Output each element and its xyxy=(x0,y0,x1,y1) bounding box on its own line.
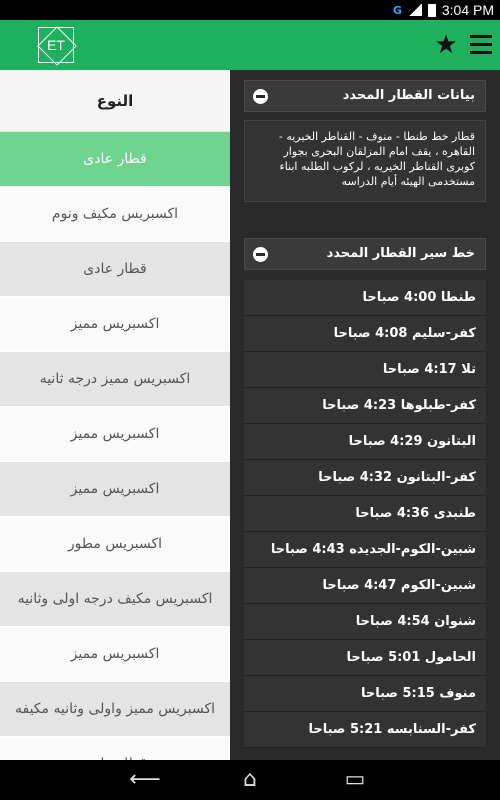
list-item[interactable]: اكسبريس مكيف درجه اولى وثانيه xyxy=(0,572,230,627)
train-info-title: بيانات القطار المحدد xyxy=(342,88,475,103)
route-stop[interactable]: كفر-طبلوها 4:23 صباحا xyxy=(244,388,486,424)
list-item[interactable]: قطار عادى xyxy=(0,242,230,297)
status-bar xyxy=(0,0,500,20)
recents-icon[interactable]: ▭ xyxy=(344,767,366,792)
train-info-header[interactable] xyxy=(244,80,486,112)
home-icon[interactable]: ⌂ xyxy=(243,767,257,792)
navigation-bar xyxy=(0,760,500,800)
route-stop[interactable]: شبين-الكوم 4:47 صباحا xyxy=(244,568,486,604)
route-stop[interactable]: كفر-سليم 4:08 صباحا xyxy=(244,316,486,352)
route-stop[interactable]: كفر-السنابسه 5:21 صباحا xyxy=(244,712,486,748)
route-stop[interactable]: تلا 4:17 صباحا xyxy=(244,352,486,388)
network-type: G xyxy=(392,3,402,17)
route-title: خط سير القطار المحدد xyxy=(326,246,475,261)
route-stop[interactable]: البتانون 4:29 صباحا xyxy=(244,424,486,460)
status-time: 3:04 PM xyxy=(441,2,494,18)
list-item[interactable]: اكسبريس مطور xyxy=(0,517,230,572)
list-item[interactable]: اكسبريس مميز xyxy=(0,627,230,682)
list-item[interactable]: اكسبريس مميز xyxy=(0,407,230,462)
battery-icon xyxy=(428,4,436,17)
route-stops-list xyxy=(244,280,486,748)
list-header: النوع xyxy=(0,70,230,132)
collapse-icon[interactable] xyxy=(253,247,268,262)
list-item[interactable]: اكسبريس مميز واولى وثانيه مكيفه xyxy=(0,682,230,737)
star-icon[interactable]: ★ xyxy=(434,30,458,60)
list-item[interactable]: اكسبريس مميز xyxy=(0,297,230,352)
train-type-list xyxy=(0,70,230,760)
collapse-icon[interactable] xyxy=(253,89,268,104)
signal-icon xyxy=(408,4,422,16)
route-stop[interactable]: طنطا 4:00 صباحا xyxy=(244,280,486,316)
list-item[interactable]: اكسبريس مميز درجه ثانيه xyxy=(0,352,230,407)
list-item[interactable]: اكسبريس مميز xyxy=(0,462,230,517)
route-stop[interactable]: شنوان 4:54 صباحا xyxy=(244,604,486,640)
route-header[interactable] xyxy=(244,238,486,270)
app-bar xyxy=(0,20,500,70)
route-stop[interactable]: الحامول 5:01 صباحا xyxy=(244,640,486,676)
app-logo[interactable] xyxy=(38,27,74,63)
list-item[interactable]: قطار عادى xyxy=(0,132,230,187)
back-icon[interactable]: ⟵ xyxy=(129,767,161,792)
list-item[interactable]: اكسبريس مكيف ونوم xyxy=(0,187,230,242)
hamburger-menu-icon[interactable] xyxy=(470,35,492,55)
route-stop[interactable]: منوف 5:15 صباحا xyxy=(244,676,486,712)
route-stop[interactable]: طنبدى 4:36 صباحا xyxy=(244,496,486,532)
route-stop[interactable]: كفر-البتانون 4:32 صباحا xyxy=(244,460,486,496)
route-stop[interactable]: شبين-الكوم-الجديده 4:43 صباحا xyxy=(244,532,486,568)
train-info-text: قطار خط طنطا - منوف - القناطر الخيريه - القاهره ، يقف امام المزلقان البحرى بجوار كوبرى القناطر الخيريه ، لركوب الطلبه ابناء مستخدمى الهيئه أيام الدراسه xyxy=(244,120,486,202)
train-detail-panel xyxy=(230,70,500,760)
logo-text: ET xyxy=(47,37,65,53)
